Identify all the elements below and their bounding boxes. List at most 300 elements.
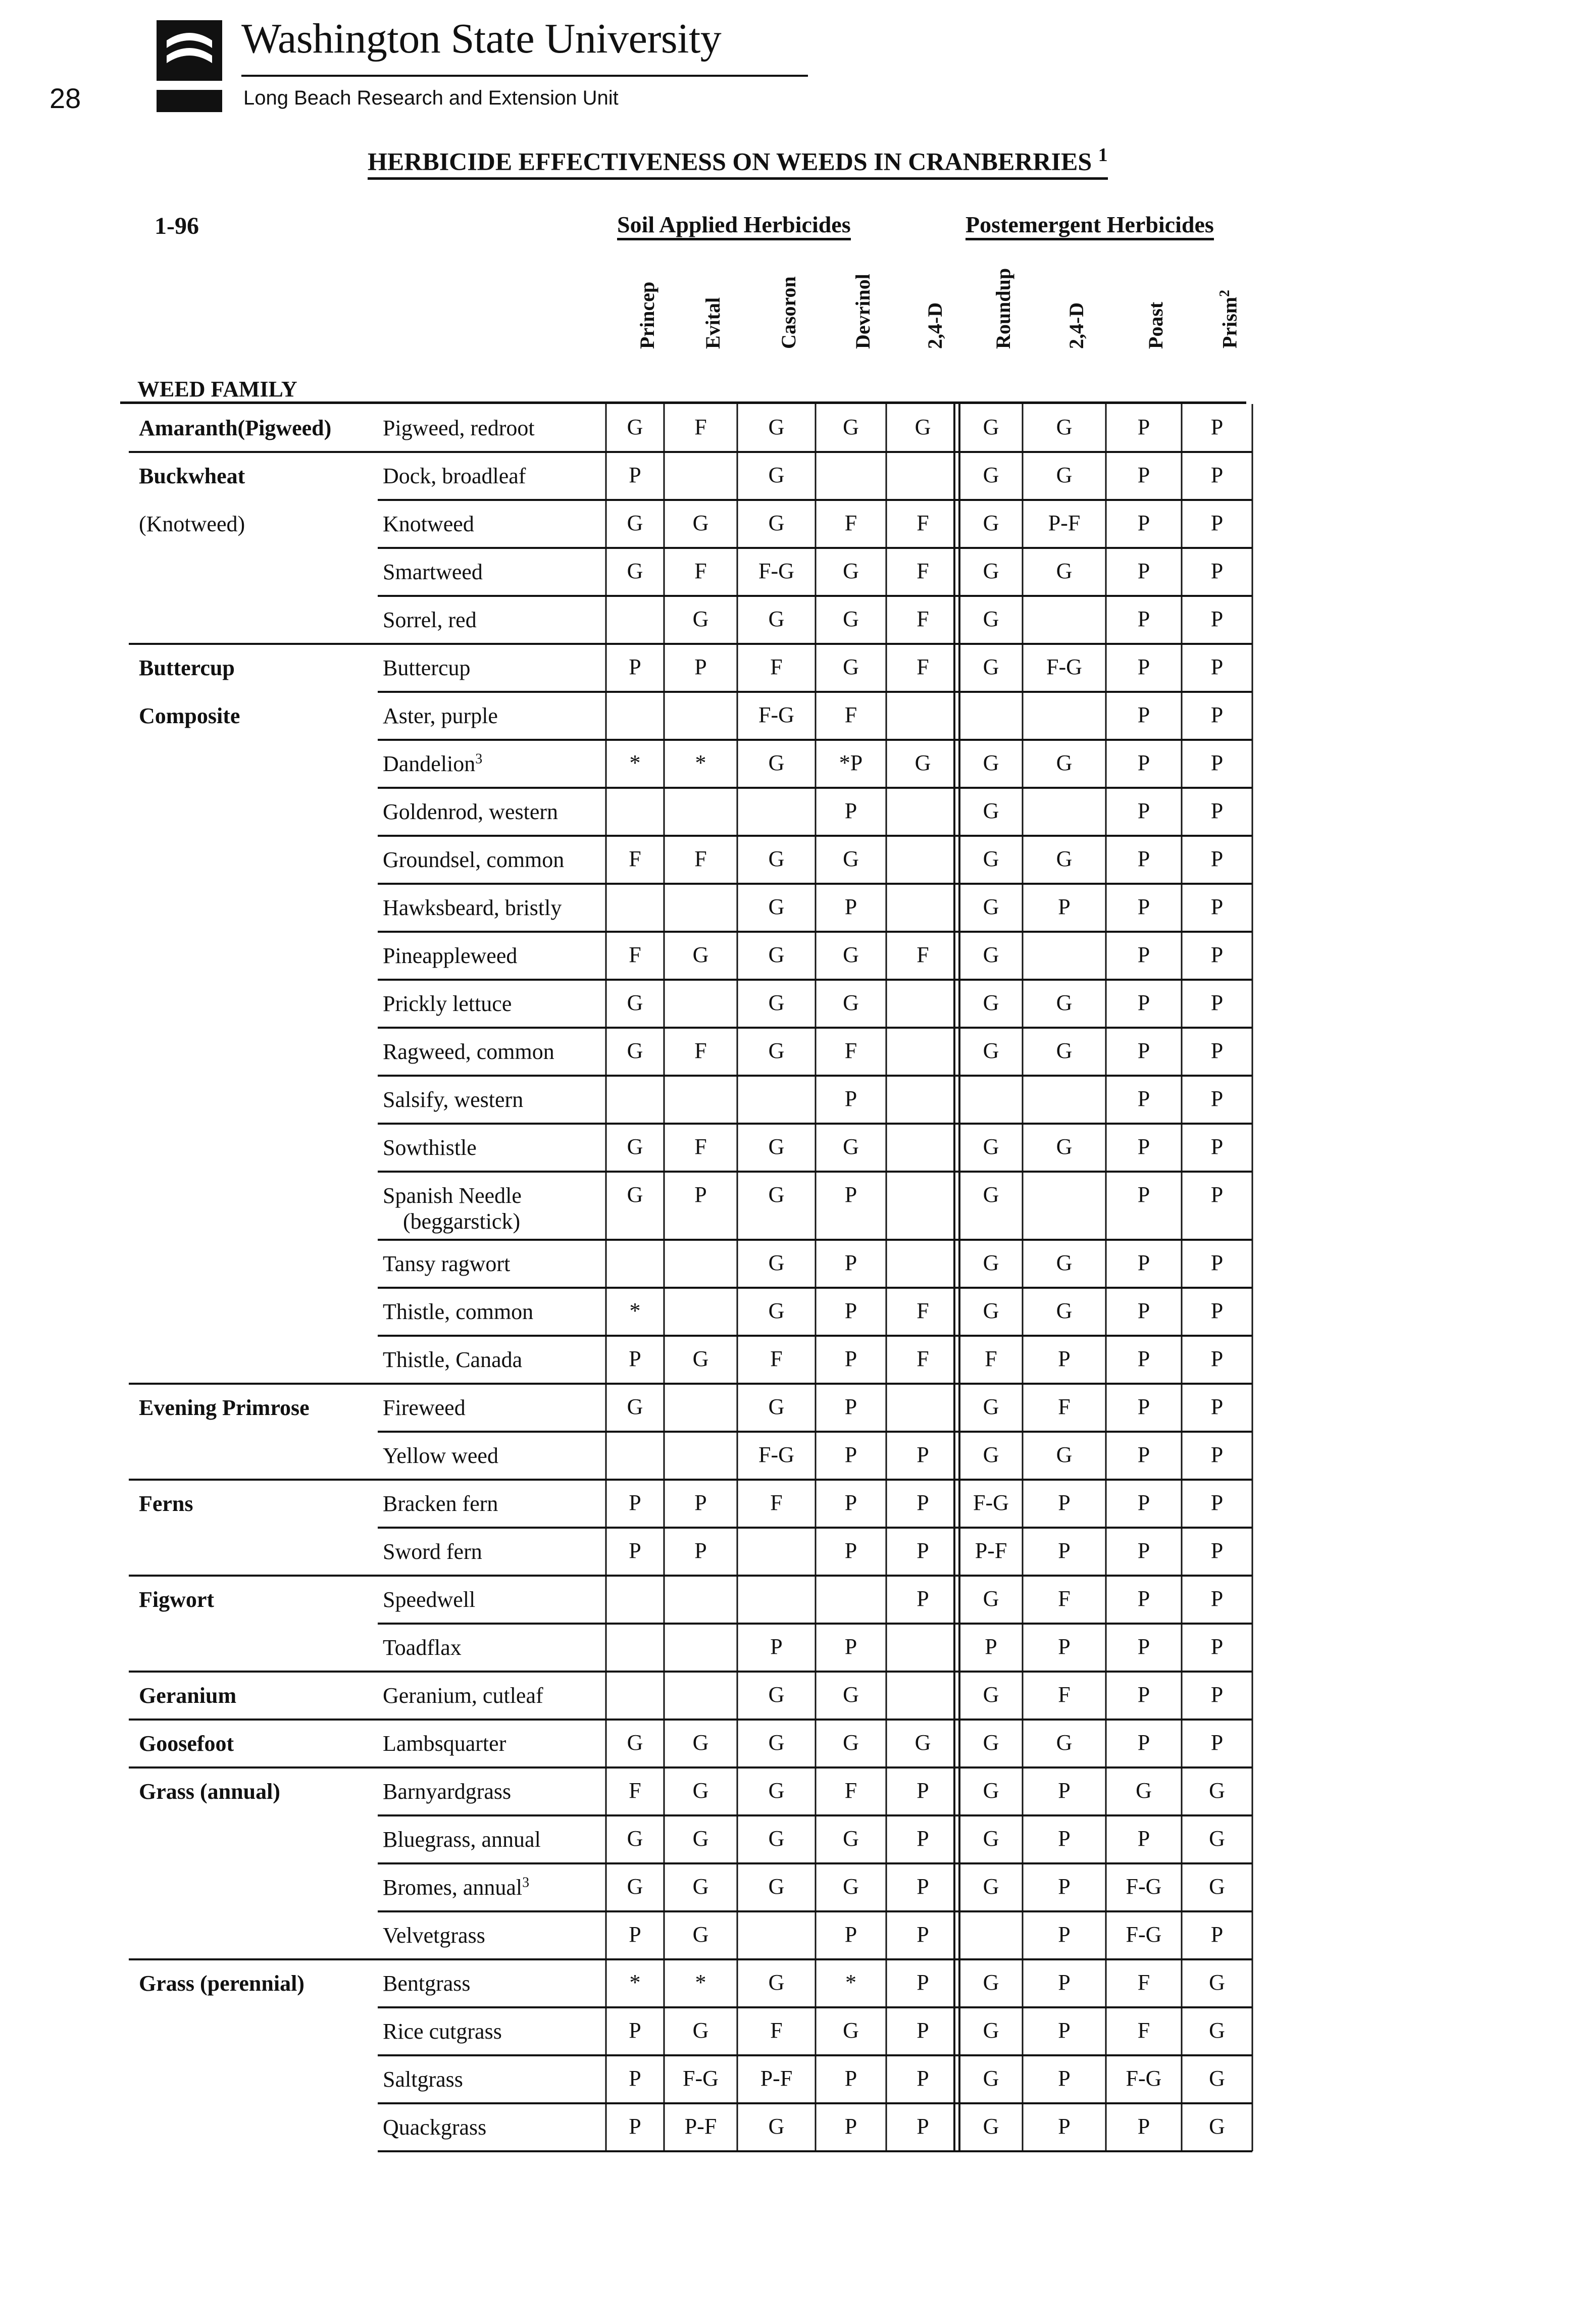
rating-cell: F (694, 1038, 707, 1063)
weed-name-text: Yellow weed (383, 1443, 498, 1468)
rating-cell: F (844, 1778, 857, 1803)
rating-cell: G (768, 511, 785, 535)
weed-name (383, 1299, 533, 1325)
rating-cell: P (1210, 559, 1224, 583)
rating-cell: P (1210, 463, 1224, 487)
rating-cell: P (1137, 1038, 1150, 1063)
weed-name (383, 751, 482, 777)
rating-cell: F (770, 654, 783, 679)
rating-cell: P (1137, 1346, 1150, 1371)
rating-cell: G (768, 1038, 785, 1063)
weed-name-text: Salsify, western (383, 1087, 524, 1112)
rating-cell: G (983, 1730, 999, 1755)
rating-cell: G (1209, 2114, 1225, 2139)
weed-name (383, 511, 474, 537)
rating-cell: P (1137, 2114, 1150, 2139)
rating-cell: P (1137, 607, 1150, 631)
rating-cell: P (1137, 1634, 1150, 1659)
rating-cell: G (768, 463, 785, 487)
column-header-label: Prism$^2$ (1217, 289, 1241, 348)
rating-cell: G (768, 607, 785, 631)
rating-cell: P (629, 463, 641, 487)
rating-cell: G (843, 2018, 859, 2043)
rating-cell: F (1058, 1682, 1071, 1707)
rating-cell: G (692, 942, 709, 967)
rating-cell: F (770, 1490, 783, 1515)
rating-cell: P (1137, 415, 1150, 439)
weed-name-text: Goldenrod, western (383, 799, 558, 824)
rating-cell: P (844, 1086, 857, 1111)
rating-cell: F (694, 559, 707, 583)
rating-cell: F (1137, 1970, 1150, 1995)
weed-name-text: Toadflax (383, 1635, 462, 1660)
rating-cell: G (843, 1730, 859, 1755)
rating-cell: F-G (973, 1490, 1009, 1515)
weed-name-text: Pigweed, redroot (383, 416, 535, 440)
rating-cell: G (1056, 750, 1073, 775)
rating-cell: P (844, 894, 857, 919)
rating-cell: G (768, 1730, 785, 1755)
rating-cell: P-F (760, 2066, 793, 2091)
rating-cell: G (1056, 990, 1073, 1015)
rating-cell: F (694, 1134, 707, 1159)
rating-cell: F-G (1046, 654, 1082, 679)
rating-cell: * (695, 750, 706, 775)
rating-cell: P (694, 1538, 707, 1563)
column-header-label: Princep (635, 281, 658, 349)
rating-cell: F (917, 511, 929, 535)
rating-cell: P (917, 2018, 929, 2043)
page-number: 28 (49, 82, 81, 114)
rating-cell: G (627, 1038, 643, 1063)
weed-name-text: Bracken fern (383, 1491, 498, 1516)
rating-cell: G (1209, 2018, 1225, 2043)
weed-family: Evening Primrose (139, 1395, 310, 1420)
rating-cell: G (627, 415, 643, 439)
rating-cell: P (1058, 1538, 1071, 1563)
weed-name (383, 1875, 529, 1900)
rating-cell: G (627, 1874, 643, 1899)
rating-cell: G (1056, 1038, 1073, 1063)
rating-cell: G (843, 607, 859, 631)
rating-cell: G (843, 990, 859, 1015)
rating-cell: G (692, 1346, 709, 1371)
rating-cell: F (917, 942, 929, 967)
rating-cell: P (1210, 1134, 1224, 1159)
weed-family: Buttercup (139, 655, 235, 680)
weed-family-label: WEED FAMILY (137, 377, 297, 401)
rating-cell: G (768, 1826, 785, 1851)
rating-cell: P (844, 1250, 857, 1275)
rating-cell: F (917, 1346, 929, 1371)
rating-cell: P (917, 1778, 929, 1803)
rating-cell: P (917, 1586, 929, 1611)
weed-name (383, 991, 512, 1017)
weed-family: Ferns (139, 1491, 193, 1516)
rating-cell: P (844, 1922, 857, 1947)
rating-cell: G (843, 1134, 859, 1159)
rating-cell: P (985, 1634, 997, 1659)
rating-cell: G (983, 559, 999, 583)
rating-cell: F-G (758, 702, 794, 727)
rating-cell: G (914, 750, 931, 775)
rating-cell: P (844, 2066, 857, 2091)
rating-cell: G (843, 846, 859, 871)
rating-cell: P (1137, 750, 1150, 775)
rating-cell: P (1058, 2018, 1071, 2043)
rating-cell: P (844, 1346, 857, 1371)
rating-cell: P (1210, 750, 1224, 775)
rating-cell: F (629, 1778, 641, 1803)
rating-cell: F (629, 942, 641, 967)
weed-name (383, 1443, 498, 1469)
rating-cell: P (844, 1490, 857, 1515)
column-header-label: Devrinol (851, 274, 874, 349)
rating-cell: G (1209, 1826, 1225, 1851)
weed-name (383, 415, 535, 441)
rating-cell: F-G (758, 559, 794, 583)
rating-cell: G (627, 1134, 643, 1159)
weed-name (383, 943, 517, 969)
rating-cell: G (983, 846, 999, 871)
weed-name-text: Pineappleweed (383, 943, 518, 968)
rating-cell: P (917, 1922, 929, 1947)
rating-cell: P (1058, 2066, 1071, 2091)
university-name: Washington State University (241, 15, 722, 62)
weed-family: Geranium (139, 1683, 237, 1708)
weed-name (383, 1183, 522, 1234)
rating-cell: P (1210, 1538, 1224, 1563)
rating-cell: P (1210, 607, 1224, 631)
weed-footnote: 3 (522, 1875, 530, 1891)
title-footnote: 1 (1098, 144, 1108, 166)
rating-cell: G (983, 1874, 999, 1899)
rating-cell: P (1058, 1922, 1071, 1947)
weed-name-text: Fireweed (383, 1395, 466, 1420)
weed-name-text: Bentgrass (383, 1971, 471, 1996)
weed-name-text: Speedwell (383, 1587, 476, 1612)
rating-cell: P (694, 1182, 707, 1207)
rating-cell: P (917, 1874, 929, 1899)
rating-cell: P (1137, 1730, 1150, 1755)
rating-cell: P (1210, 990, 1224, 1015)
rating-cell: G (983, 942, 999, 967)
rating-cell: P (1210, 1490, 1224, 1515)
weed-name-text: Saltgrass (383, 2067, 463, 2092)
rating-cell: F-G (758, 1442, 794, 1467)
rating-cell: P (917, 1490, 929, 1515)
weed-name (383, 1827, 541, 1852)
weed-name-text: Velvetgrass (383, 1923, 485, 1948)
column-header-label: Poast (1144, 301, 1167, 349)
rating-cell: P (1137, 654, 1150, 679)
soil-applied-heading: Soil Applied Herbicides (617, 211, 851, 240)
weed-name-text: Hawksbeard, bristly (383, 895, 562, 920)
weed-name-text: Sword fern (383, 1539, 482, 1564)
rating-cell: G (983, 1394, 999, 1419)
rating-cell: P (1137, 1586, 1150, 1611)
weed-name-text: Sowthistle (383, 1135, 477, 1160)
weed-family: Goosefoot (139, 1731, 234, 1756)
rating-cell: P (1058, 1826, 1071, 1851)
rating-cell: P (1137, 1538, 1150, 1563)
rating-cell: G (768, 1874, 785, 1899)
rating-cell: F-G (1126, 1922, 1162, 1947)
rating-cell: G (843, 1826, 859, 1851)
rating-cell: P (1058, 894, 1071, 919)
rating-cell: * (629, 750, 641, 775)
rating-cell: G (843, 942, 859, 967)
weed-family: Buckwheat (139, 464, 245, 488)
rating-cell: F (844, 1038, 857, 1063)
rating-cell: * (629, 1970, 641, 1995)
rating-cell: P (1137, 1826, 1150, 1851)
rating-cell: F (985, 1346, 997, 1371)
rating-cell: P (1137, 1134, 1150, 1159)
weed-name (383, 2066, 463, 2092)
rating-cell: P (1137, 1182, 1150, 1207)
rating-cell: G (692, 1922, 709, 1947)
rating-cell: P (1137, 702, 1150, 727)
rating-cell: P-F (684, 2114, 717, 2139)
rating-cell: G (1056, 846, 1073, 871)
rating-cell: P (629, 654, 641, 679)
rating-cell: P (1137, 846, 1150, 871)
weed-name-text: Sorrel, red (383, 608, 477, 632)
rating-cell: P (1137, 1298, 1150, 1323)
rating-cell: G (1056, 1250, 1073, 1275)
rating-cell: G (1056, 1298, 1073, 1323)
rating-cell: P (1210, 1346, 1224, 1371)
column-header-label: Casoron (777, 276, 800, 349)
postemergent-heading: Postemergent Herbicides (966, 211, 1214, 240)
rating-cell: P (1137, 894, 1150, 919)
rating-cell: P (1210, 1682, 1224, 1707)
rating-cell: P (694, 654, 707, 679)
weed-name-text: Aster, purple (383, 703, 498, 728)
rating-cell: G (768, 942, 785, 967)
weed-name-text: Rice cutgrass (383, 2019, 502, 2044)
weed-name-text: Lambsquarter (383, 1731, 506, 1756)
weed-name-text: Knotweed (383, 512, 474, 536)
rating-cell: F (844, 702, 857, 727)
rating-cell: P (629, 2018, 641, 2043)
rating-cell: G (983, 798, 999, 823)
rating-cell: P-F (975, 1538, 1007, 1563)
weed-name (383, 1087, 523, 1113)
rating-cell: G (843, 559, 859, 583)
weed-name (383, 2018, 502, 2044)
rating-cell: F (917, 1298, 929, 1323)
weed-name (383, 1135, 477, 1160)
rating-cell: G (843, 1682, 859, 1707)
rating-cell: P (1137, 1490, 1150, 1515)
rating-cell: G (914, 415, 931, 439)
rating-cell: P (694, 1490, 707, 1515)
rating-cell: G (983, 415, 999, 439)
rating-cell: G (983, 463, 999, 487)
rating-cell: P (1137, 1394, 1150, 1419)
rating-cell: F-G (683, 2066, 719, 2091)
weed-name (383, 1347, 522, 1373)
weed-name (383, 799, 558, 825)
weed-name-text: Buttercup (383, 655, 471, 680)
rating-cell: F (917, 654, 929, 679)
rating-cell: P (1137, 990, 1150, 1015)
rating-cell: G (692, 1874, 709, 1899)
rating-cell: P (1210, 1586, 1224, 1611)
rating-cell: * (629, 1298, 641, 1323)
column-header-label: Evital (701, 297, 724, 349)
rating-cell: P (1210, 1298, 1224, 1323)
rating-cell: P (1137, 511, 1150, 535)
rating-cell: G (768, 1682, 785, 1707)
rating-cell: P (1210, 1730, 1224, 1755)
column-header-label: 2,4-D (923, 302, 946, 349)
weed-family: Amaranth(Pigweed) (139, 416, 332, 440)
rating-cell: P (1137, 1442, 1150, 1467)
rating-cell: *P (839, 750, 863, 775)
rating-cell: G (983, 1038, 999, 1063)
rating-cell: G (914, 1730, 931, 1755)
rating-cell: G (692, 511, 709, 535)
weed-name-text: Spanish Needle (383, 1183, 522, 1208)
rating-cell: G (983, 511, 999, 535)
rating-cell: G (1056, 559, 1073, 583)
rating-cell: G (983, 1826, 999, 1851)
rating-cell: P (844, 798, 857, 823)
rating-cell: F (629, 846, 641, 871)
weed-name (383, 1683, 543, 1708)
rating-cell: G (692, 1778, 709, 1803)
rating-cell: G (768, 846, 785, 871)
rating-cell: P (1210, 1038, 1224, 1063)
rating-cell: P (1210, 846, 1224, 871)
rating-cell: G (983, 654, 999, 679)
rating-cell: F (1058, 1394, 1071, 1419)
rating-cell: G (768, 1970, 785, 1995)
rating-cell: P (1058, 2114, 1071, 2139)
rating-cell: G (983, 1970, 999, 1995)
rating-cell: G (1056, 463, 1073, 487)
weed-name-text: Groundsel, common (383, 847, 565, 872)
weed-name-text: Dock, broadleaf (383, 464, 526, 488)
rating-cell: G (692, 2018, 709, 2043)
weed-name (383, 559, 483, 585)
rating-cell: P (629, 1346, 641, 1371)
weed-name (383, 1539, 482, 1564)
weed-name-continued: (beggarstick) (403, 1209, 521, 1234)
weed-name (383, 1039, 554, 1065)
rating-cell: P (844, 1394, 857, 1419)
weed-name (383, 1923, 485, 1948)
rating-cell: P (629, 1538, 641, 1563)
rating-cell: P (1210, 511, 1224, 535)
rating-cell: G (983, 2114, 999, 2139)
weed-name (383, 463, 526, 489)
rating-cell: G (1056, 1134, 1073, 1159)
rating-cell: P (844, 1182, 857, 1207)
rating-cell: P (1058, 1970, 1071, 1995)
column-header-label: Roundup (991, 268, 1014, 349)
weed-name-text: Quackgrass (383, 2115, 487, 2140)
rating-cell: G (983, 750, 999, 775)
rating-cell: F-G (1126, 2066, 1162, 2091)
weed-name (383, 1779, 511, 1804)
rating-cell: G (768, 1182, 785, 1207)
weed-name-text: Dandelion (383, 751, 476, 776)
rating-cell: P (1210, 1442, 1224, 1467)
rating-cell: G (627, 1394, 643, 1419)
rating-cell: G (843, 415, 859, 439)
weed-name (383, 703, 498, 729)
rating-cell: P (1210, 1086, 1224, 1111)
weed-name-text: Tansy ragwort (383, 1251, 511, 1276)
rating-cell: G (1209, 1970, 1225, 1995)
rating-cell: P (1058, 1490, 1071, 1515)
weed-name-text: Bluegrass, annual (383, 1827, 541, 1852)
rating-cell: G (627, 990, 643, 1015)
weed-footnote: 3 (475, 751, 483, 767)
rating-cell: G (627, 559, 643, 583)
rating-cell: P (770, 1634, 783, 1659)
rating-cell: P (917, 1442, 929, 1467)
rating-cell: P (1137, 559, 1150, 583)
rating-cell: G (983, 2018, 999, 2043)
weed-name-text: Prickly lettuce (383, 991, 512, 1016)
rating-cell: F (844, 511, 857, 535)
rating-cell: G (627, 511, 643, 535)
rating-cell: P (1058, 1874, 1071, 1899)
rating-cell: G (1209, 2066, 1225, 2091)
weed-name (383, 2114, 486, 2140)
rating-cell: G (983, 1682, 999, 1707)
unit-name: Long Beach Research and Extension Unit (243, 87, 619, 109)
rating-cell: P (844, 1442, 857, 1467)
weed-name (383, 1635, 462, 1660)
weed-family: Composite (139, 703, 240, 728)
weed-family: Grass (perennial) (139, 1971, 304, 1996)
rating-cell: F (1058, 1586, 1071, 1611)
rating-cell: G (983, 1442, 999, 1467)
rating-cell: P (629, 2114, 641, 2139)
date-code: 1-96 (155, 213, 199, 239)
weed-name (383, 655, 471, 681)
rating-cell: G (983, 2066, 999, 2091)
rating-cell: P (629, 1490, 641, 1515)
weed-name (383, 1731, 506, 1756)
rating-cell: P (629, 1922, 641, 1947)
rating-cell: P (1137, 463, 1150, 487)
rating-cell: G (983, 1250, 999, 1275)
weed-name-text: Barnyardgrass (383, 1779, 512, 1804)
weed-name-text: Ragweed, common (383, 1039, 554, 1064)
rating-cell: P (1137, 1250, 1150, 1275)
weed-family: Figwort (139, 1587, 215, 1612)
rating-cell: G (692, 607, 709, 631)
rating-cell: F (917, 607, 929, 631)
rating-cell: G (768, 1778, 785, 1803)
rating-cell: G (1056, 1442, 1073, 1467)
rating-cell: F (694, 846, 707, 871)
rating-cell: P (844, 1634, 857, 1659)
rating-cell: G (627, 1826, 643, 1851)
rating-cell: G (843, 654, 859, 679)
rating-cell: G (983, 1586, 999, 1611)
rating-cell: P (1210, 702, 1224, 727)
rating-cell: G (1209, 1874, 1225, 1899)
weed-name-text: Smartweed (383, 560, 483, 584)
